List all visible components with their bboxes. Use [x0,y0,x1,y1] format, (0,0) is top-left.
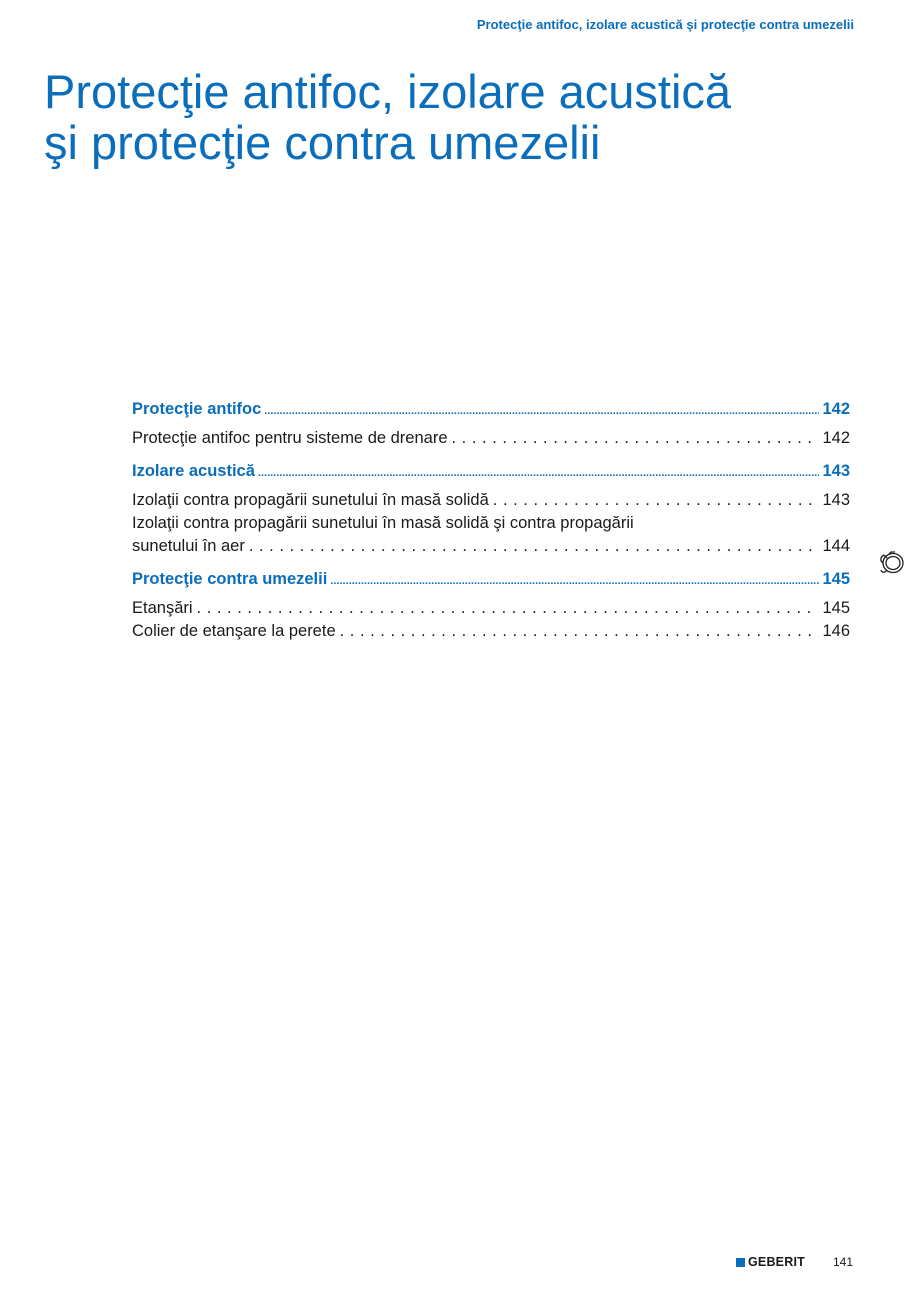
toc-page-number: 143 [822,462,850,480]
toc-page-number: 142 [822,429,850,447]
toc-page-number: 145 [822,570,850,588]
dot-leader [493,489,819,512]
toc-section-protectie-contra-umezelii[interactable] [132,568,850,593]
running-header: Protecţie antifoc, izolare acustică şi protecţie contra umezelii [476,17,854,32]
toc-section-title: Protecţie antifoc [132,400,262,418]
page-title-line1: Protecţie antifoc, izolare acustică [44,65,732,118]
dot-leader [340,620,819,643]
pipe-clamp-icon [878,549,906,577]
toc-entry-title: Izolaţii contra propagării sunetului în masă solidă [132,491,489,509]
page-title-line2: şi protecţie contra umezelii [44,116,601,169]
toc-section-title: Izolare acustică [132,462,255,480]
toc-page-number: 146 [822,622,850,640]
toc-entry-title: Colier de etanşare la perete [132,622,336,640]
logo-square [736,1258,745,1267]
toc-entry-title-line1[interactable]: Izolaţii contra propagării sunetului în masă solidă şi contra propagării [132,514,634,532]
toc-section-protectie-antifoc[interactable] [132,398,850,423]
toc-section-izolare-acustica[interactable] [132,460,850,485]
dot-leader [264,398,819,423]
geberit-logo [736,1255,805,1269]
toc-entry-title: Etanşări [132,599,193,617]
toc-entry-title: Protecţie antifoc pentru sisteme de drenare [132,429,448,447]
logo-text: GEBERIT [748,1255,805,1269]
toc-page-number: 145 [822,599,850,617]
toc-entry[interactable] [132,427,850,450]
toc-section-title: Protecţie contra umezelii [132,570,328,588]
toc-page-number: 143 [822,491,850,509]
toc-entry[interactable] [132,620,850,643]
toc-page-number: 142 [822,400,850,418]
dot-leader [249,535,819,558]
toc-entry-title-line2: sunetului în aer [132,537,245,555]
dot-leader [258,460,820,485]
toc-entry[interactable] [132,597,850,620]
table-of-contents [132,398,850,643]
toc-entry[interactable] [132,535,850,558]
page-title [44,66,884,168]
dot-leader [452,427,819,450]
toc-entry[interactable] [132,489,850,512]
dot-leader [197,597,819,620]
toc-page-number: 144 [822,537,850,555]
page-number: 141 [833,1255,854,1269]
dot-leader [330,568,819,593]
